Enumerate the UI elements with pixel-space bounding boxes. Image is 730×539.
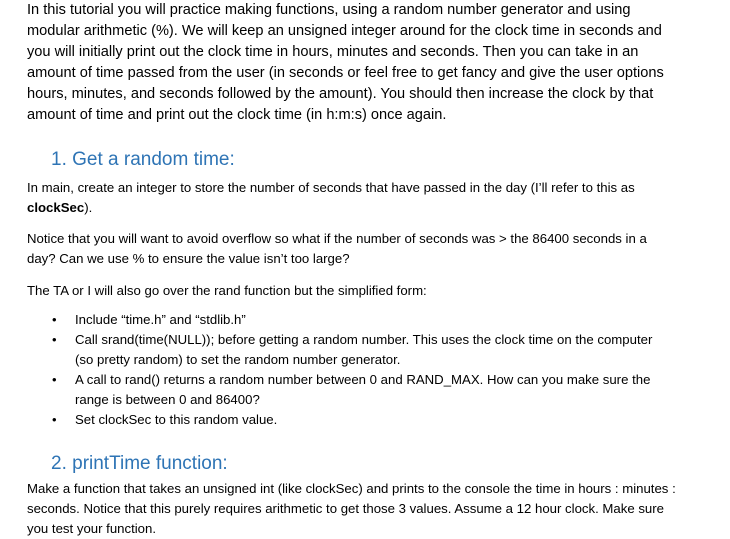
section-1-paragraph-3: The TA or I will also go over the rand function but the simplified form:	[27, 283, 427, 298]
bullet-dot: •	[52, 332, 57, 347]
bullet-text: A call to rand() returns a random number between 0 and RAND_MAX. How can you make sure the range is between 0 and 86400?	[75, 372, 651, 407]
bullet-item	[27, 410, 660, 430]
bullet-text: Include “time.h” and “stdlib.h”	[75, 312, 246, 327]
paragraph-1-text: In main, create an integer to store the number of seconds that have passed in the day (I’ll refer to this as	[27, 180, 635, 195]
bullet-dot: •	[52, 372, 57, 387]
bullet-text: Set clockSec to this random value.	[75, 412, 278, 427]
bullet-text: Call srand(time(NULL)); before getting a random number. This uses the clock time on the computer (so pretty random) to set the random number generator.	[75, 332, 653, 367]
section-1-heading: 1. Get a random time:	[51, 149, 235, 170]
bullet-list	[27, 310, 730, 430]
bullet-item	[27, 310, 660, 330]
section-2-paragraph: Make a function that takes an unsigned int (like clockSec) and prints to the console the time in hours : minutes : seconds. Notice that this purely requires arithmetic to get those 3 values. Assume a 12 hour clock. Make sure you test your function.	[27, 481, 676, 536]
section-1-paragraph-2: Notice that you will want to avoid overflow so what if the number of seconds was > the 86400 seconds in a day? Can we use % to ensure the value isn’t too large?	[27, 231, 647, 266]
bullet-dot: •	[52, 312, 57, 327]
clocksec-bold-term: clockSec	[27, 200, 85, 215]
section-1-paragraph-1	[27, 178, 677, 218]
bullet-item	[27, 370, 660, 410]
intro-paragraph: In this tutorial you will practice making functions, using a random number generator and using modular arithmetic (%). We will keep an unsigned integer around for the clock time in seconds and you will initially print out the clock time in hours, minutes and seconds. Then you can take in an amount of time passed from the user (in seconds or feel free to get fancy and give the user options hours, minutes, and seconds followed by the amount). You should then increase the clock by that amount of time and print out the clock time (in h:m:s) once again.	[27, 2, 664, 123]
paragraph-1-end: ).	[84, 200, 93, 215]
section-2-heading: 2. printTime function:	[51, 453, 228, 474]
bullet-item	[27, 330, 660, 370]
bullet-dot: •	[52, 412, 57, 427]
